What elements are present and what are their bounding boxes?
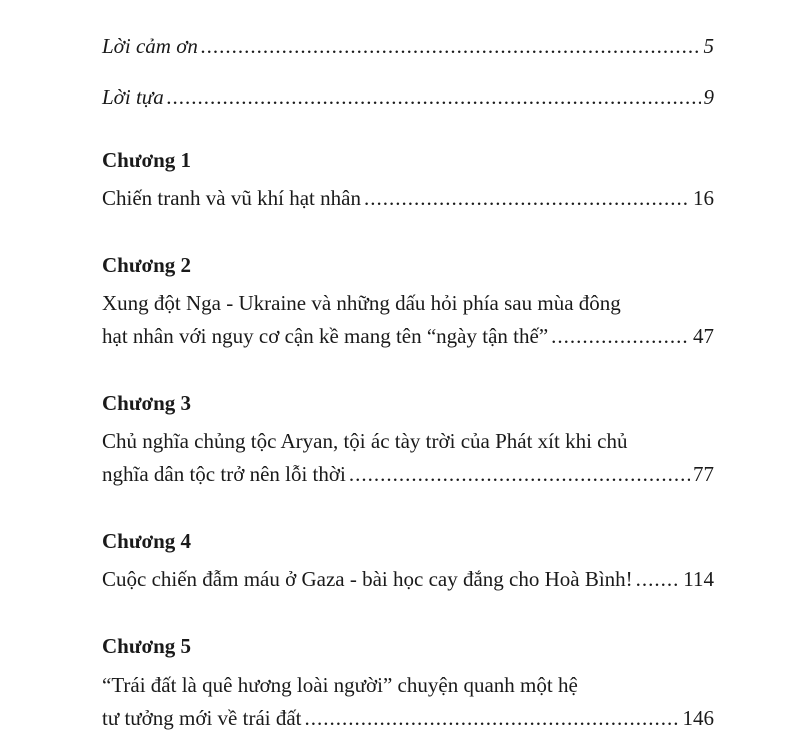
chapter-heading: Chương 3 bbox=[102, 391, 192, 415]
toc-entry-chapter-5[interactable] bbox=[102, 704, 714, 732]
toc-entry-page: 5 bbox=[703, 34, 714, 58]
chapter-heading: Chương 5 bbox=[102, 634, 192, 658]
dot-leader bbox=[167, 83, 701, 111]
dot-leader bbox=[636, 565, 681, 593]
toc-entry-title-line: Xung đột Nga - Ukraine và những dấu hỏi phía sau mùa đông bbox=[102, 291, 621, 315]
chapter-heading: Chương 2 bbox=[102, 253, 192, 277]
toc-entry-chapter-2[interactable] bbox=[102, 322, 714, 350]
dot-leader bbox=[349, 460, 690, 488]
dot-leader bbox=[201, 32, 701, 60]
toc-entry-page: 77 bbox=[693, 462, 714, 486]
toc-entry-title: Lời tựa bbox=[102, 85, 164, 109]
toc-entry-title: Chiến tranh và vũ khí hạt nhân bbox=[102, 186, 361, 210]
toc-entry-title: hạt nhân với nguy cơ cận kề mang tên “ngày tận thế” bbox=[102, 324, 549, 348]
chapter-heading: Chương 4 bbox=[102, 529, 192, 553]
toc-entry-page: 114 bbox=[683, 567, 714, 591]
toc-entry-title-line: Chủ nghĩa chủng tộc Aryan, tội ác tày trời của Phát xít khi chủ bbox=[102, 429, 628, 453]
toc-entry-title: nghĩa dân tộc trở nên lỗi thời bbox=[102, 462, 346, 486]
toc-entry-chapter-1[interactable] bbox=[102, 184, 714, 212]
toc-entry-title: tư tưởng mới về trái đất bbox=[102, 706, 302, 730]
dot-leader bbox=[551, 322, 690, 350]
toc-entry-title: Lời cảm ơn bbox=[102, 34, 198, 58]
chapter-heading: Chương 1 bbox=[102, 148, 192, 172]
dot-leader bbox=[305, 704, 680, 732]
toc-entry-title: Cuộc chiến đẫm máu ở Gaza - bài học cay đắng cho Hoà Bình! bbox=[102, 567, 633, 591]
toc-entry-page: 9 bbox=[703, 85, 714, 109]
toc-entry-acknowledgements[interactable] bbox=[102, 32, 714, 60]
dot-leader bbox=[364, 184, 690, 212]
toc-entry-page: 16 bbox=[693, 186, 714, 210]
toc-entry-chapter-3[interactable] bbox=[102, 460, 714, 488]
toc-entry-page: 47 bbox=[693, 324, 714, 348]
toc-entry-title-line: “Trái đất là quê hương loài người” chuyện quanh một hệ bbox=[102, 673, 578, 697]
toc-entry-chapter-4[interactable] bbox=[102, 565, 714, 593]
toc-entry-page: 146 bbox=[682, 706, 714, 730]
toc-entry-preface[interactable] bbox=[102, 83, 714, 111]
